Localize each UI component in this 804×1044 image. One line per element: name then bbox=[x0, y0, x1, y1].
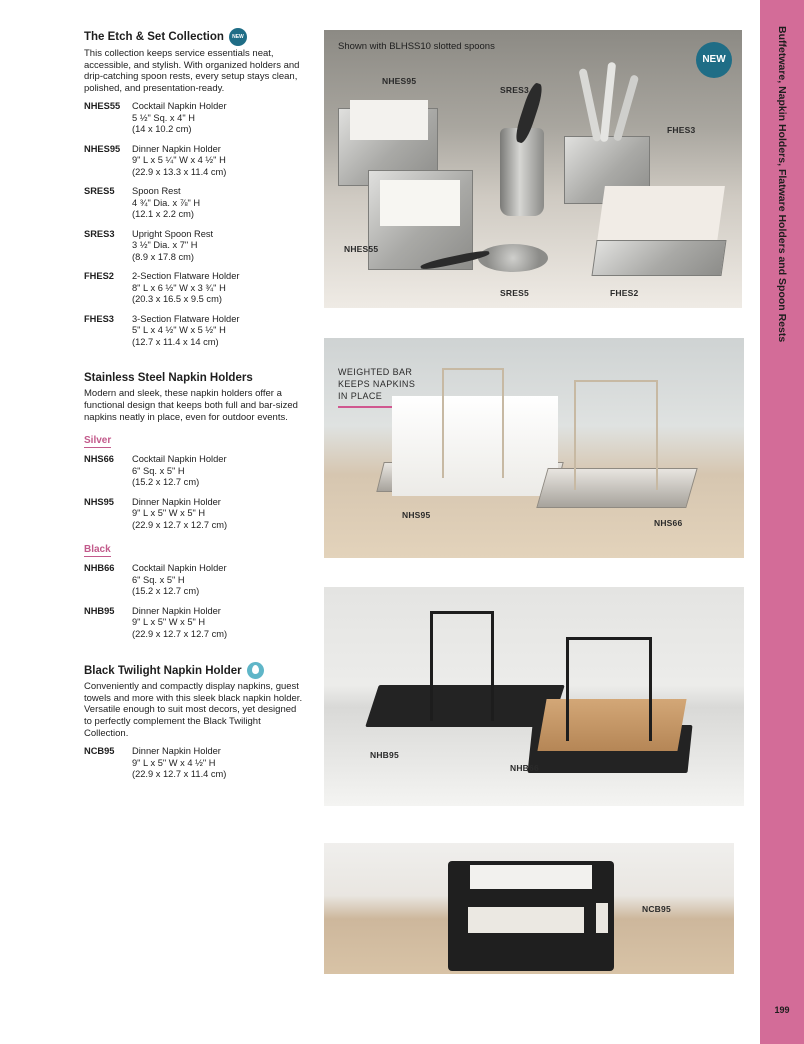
item-line: Dinner Napkin Holder bbox=[132, 143, 221, 154]
item-line: Spoon Rest bbox=[132, 186, 181, 197]
item-line: 4 ¾" Dia. x ⅞" H bbox=[132, 197, 201, 208]
list-item bbox=[84, 229, 304, 264]
item-line: (12.1 x 2.2 cm) bbox=[132, 209, 195, 220]
item-line: Dinner Napkin Holder bbox=[132, 605, 221, 616]
nhs95-label: NHS95 bbox=[402, 510, 431, 520]
item-line: (22.9 x 12.7 x 12.7 cm) bbox=[132, 628, 228, 639]
nhes95-label: NHES95 bbox=[382, 76, 417, 86]
item-line: (20.3 x 16.5 x 9.5 cm) bbox=[132, 294, 222, 305]
twilight-section bbox=[84, 662, 304, 780]
sidebar-title: Buffetware, Napkin Holders, Flatware Holders and Spoon Rests bbox=[776, 26, 788, 343]
item-line: Cocktail Napkin Holder bbox=[132, 101, 227, 112]
page-number: 199 bbox=[774, 1005, 790, 1015]
item-code: NHB66 bbox=[84, 563, 115, 574]
sres5-product bbox=[478, 244, 548, 272]
item-line: (22.9 x 12.7 x 12.7 cm) bbox=[132, 519, 228, 530]
item-line: (14 x 10.2 cm) bbox=[132, 124, 192, 135]
item-line: 6" Sq. x 5" H bbox=[132, 465, 185, 476]
callout-line: KEEPS NAPKINS bbox=[338, 379, 416, 389]
nhes55-label: NHES55 bbox=[344, 244, 379, 254]
new-badge: NEW bbox=[696, 42, 732, 78]
item-line: 9" L x 5" W x 4 ½" H bbox=[132, 757, 216, 768]
twilight-title: Black Twilight Napkin Holder bbox=[84, 664, 242, 677]
item-line: (15.2 x 12.7 cm) bbox=[132, 477, 200, 488]
item-code: SRES3 bbox=[84, 228, 115, 239]
napkin-window bbox=[468, 907, 584, 933]
nhb95-wire-frame bbox=[430, 611, 494, 721]
item-line: Cocktail Napkin Holder bbox=[132, 454, 227, 465]
callout-line: WEIGHTED BAR bbox=[338, 367, 413, 377]
napkin-stack bbox=[380, 180, 460, 226]
item-line: 5 ½" Sq. x 4" H bbox=[132, 112, 195, 123]
napkin-top bbox=[470, 865, 592, 889]
etch-set-photo bbox=[324, 30, 742, 308]
item-code: NHES95 bbox=[84, 143, 121, 154]
list-item bbox=[84, 606, 304, 641]
item-line: (12.7 x 11.4 x 14 cm) bbox=[132, 336, 219, 347]
item-code: FHES3 bbox=[84, 313, 114, 324]
list-item bbox=[84, 144, 304, 179]
nhs66-wire-frame bbox=[574, 380, 658, 490]
item-line: (22.9 x 12.7 x 11.4 cm) bbox=[132, 769, 227, 780]
black-holders-photo bbox=[324, 587, 744, 806]
fhes2-label: FHES2 bbox=[610, 288, 639, 298]
photo-note: Shown with BLHSS10 slotted spoons bbox=[338, 41, 495, 52]
callout-line: IN PLACE bbox=[338, 391, 383, 401]
ncb95-label: NCB95 bbox=[642, 904, 671, 914]
nhb95-label: NHB95 bbox=[370, 750, 399, 760]
item-line: (15.2 x 12.7 cm) bbox=[132, 586, 200, 597]
item-line: 5" L x 4 ½" W x 5 ½" H bbox=[132, 325, 226, 336]
sres3-label: SRES3 bbox=[500, 85, 529, 95]
knife bbox=[613, 74, 639, 142]
item-code: NCB95 bbox=[84, 746, 115, 757]
stainless-title: Stainless Steel Napkin Holders bbox=[84, 372, 253, 385]
item-line: 2-Section Flatware Holder bbox=[132, 271, 240, 282]
item-line: (8.9 x 17.8 cm) bbox=[132, 251, 195, 262]
list-item bbox=[84, 497, 304, 532]
sidebar-heading bbox=[760, 26, 804, 356]
item-line: Dinner Napkin Holder bbox=[132, 746, 221, 757]
list-item bbox=[84, 314, 304, 349]
section-title bbox=[84, 662, 304, 679]
item-line: Upright Spoon Rest bbox=[132, 228, 214, 239]
section-description: Conveniently and compactly display napkins, guest towels and more with this sleek black napkin holder. Versatile enough to suit most decors, yet designed to perfectly complement the Black Twilight Collection. bbox=[84, 681, 303, 739]
list-item bbox=[84, 563, 304, 598]
nhs66-label: NHS66 bbox=[654, 518, 683, 528]
water-drop-icon bbox=[247, 662, 264, 679]
black-label: Black bbox=[84, 544, 111, 556]
item-line: 8" L x 6 ½" W x 3 ¾" H bbox=[132, 282, 226, 293]
section-description: Modern and sleek, these napkin holders offer a functional design that keeps both full and bar-sized napkins neatly in place, even for outdoor events. bbox=[84, 388, 298, 423]
silver-label: Silver bbox=[84, 435, 112, 447]
item-code: NHS95 bbox=[84, 496, 114, 507]
nhb66-wire-frame bbox=[566, 637, 652, 741]
item-code: SRES5 bbox=[84, 186, 115, 197]
item-line: 3 ½" Dia. x 7" H bbox=[132, 240, 198, 251]
stainless-section bbox=[84, 370, 304, 640]
twilight-photo bbox=[324, 843, 734, 974]
etch-set-title: The Etch & Set Collection bbox=[84, 31, 224, 43]
fork bbox=[600, 62, 616, 142]
fork bbox=[578, 68, 601, 142]
item-code: NHB95 bbox=[84, 605, 115, 616]
fhes2-product bbox=[591, 240, 726, 276]
nhs95-wire-frame bbox=[442, 368, 504, 478]
fhes3-label: FHES3 bbox=[667, 125, 696, 135]
item-line: Cocktail Napkin Holder bbox=[132, 563, 227, 574]
section-title bbox=[84, 370, 304, 386]
item-code: NHS66 bbox=[84, 454, 114, 465]
item-line: 9" L x 5" W x 5" H bbox=[132, 617, 206, 628]
stainless-photo bbox=[324, 338, 744, 558]
item-line: 6" Sq. x 5" H bbox=[132, 574, 185, 585]
list-item bbox=[84, 454, 304, 489]
new-badge-icon: NEW bbox=[229, 28, 247, 46]
list-item bbox=[84, 186, 304, 221]
product-text-column bbox=[84, 28, 304, 795]
item-line: (22.9 x 13.3 x 11.4 cm) bbox=[132, 166, 227, 177]
list-item bbox=[84, 101, 304, 136]
etch-set-section bbox=[84, 28, 304, 348]
sres5-label: SRES5 bbox=[500, 288, 529, 298]
section-description: This collection keeps service essentials neat, accessible, and stylish. With organized holders and drip-catching spoon rests, every setup stays clean, polished, and presentation-ready. bbox=[84, 48, 300, 94]
napkin-stack bbox=[350, 100, 428, 140]
item-line: Dinner Napkin Holder bbox=[132, 496, 221, 507]
napkin-side-window bbox=[596, 903, 608, 933]
item-line: 9" L x 5" W x 5" H bbox=[132, 508, 206, 519]
item-code: NHES55 bbox=[84, 101, 121, 112]
item-line: 9" L x 5 ¼" W x 4 ½" H bbox=[132, 155, 226, 166]
item-code: FHES2 bbox=[84, 271, 114, 282]
list-item bbox=[84, 271, 304, 306]
nhb66-label: NHB66 bbox=[510, 763, 539, 773]
list-item bbox=[84, 746, 304, 781]
item-line: 3-Section Flatware Holder bbox=[132, 313, 240, 324]
section-title bbox=[84, 28, 304, 46]
